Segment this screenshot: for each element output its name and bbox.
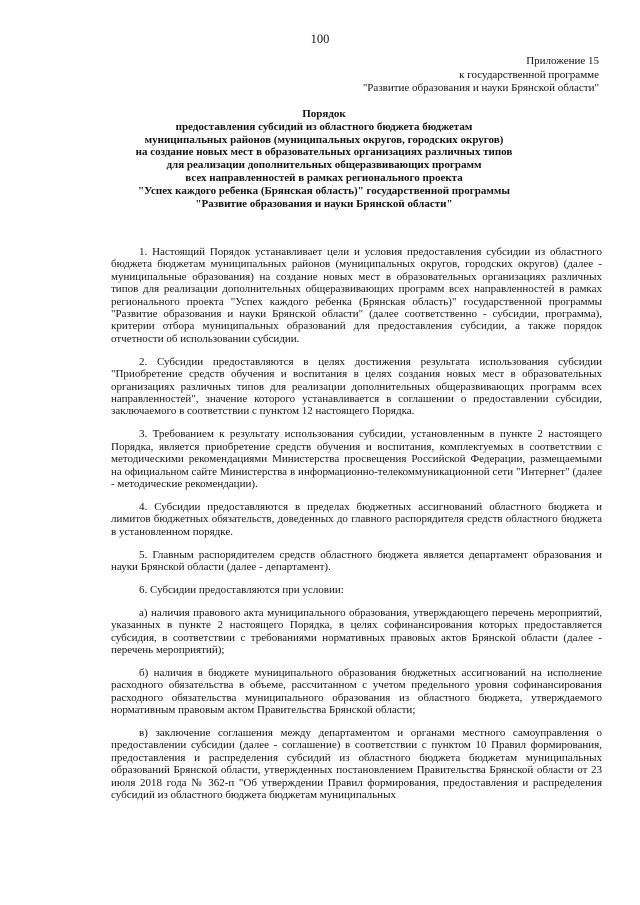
paragraph-4: 4. Субсидии предоставляются в пределах бюджетных ассигнований областного бюджета и лимитов бюджетных обязательств, доведенных до главного распорядителя средств областного бюджета в установленном порядке.	[111, 500, 602, 538]
title-line: "Успех каждого ребенка (Брянская область)" государственной программы	[138, 184, 510, 197]
paragraph-6a: а) наличия правового акта муниципального образования, утверждающего перечень мероприятий, указанных в пункте 2 настоящего Порядка, в целях софинансирования которых предоставляется субсидия, в соответствии с требованиями нормативных правовых актов Брянской области (далее - перечень мероприятий);	[111, 606, 602, 656]
title-line: муниципальных районов (муниципальных округов, городских округов)	[144, 133, 504, 146]
paragraph-3: 3. Требованием к результату использования субсидии, установленным в пункте 2 настоящего Порядка, является приобретение средств обучения и воспитания, комплектуемых в соответствии с методическими рекомендациями Министерства просвещения Российской Федерации, размещаемыми на официальном сайте Министерства в информационно-телекоммуникационной сети "Интернет" (далее - методические рекомендации).	[111, 428, 602, 490]
appendix-line: к государственной программе	[459, 68, 599, 81]
appendix-header	[363, 55, 599, 96]
title-line: на создание новых мест в образовательных организациях различных типов	[135, 146, 513, 159]
document-title	[60, 108, 588, 210]
paragraph-5: 5. Главным распорядителем средств областного бюджета является департамент образования и науки Брянской области (далее - департамент).	[111, 548, 602, 573]
document-body	[111, 246, 602, 801]
title-line: для реализации дополнительных общеразвивающих программ	[166, 159, 482, 172]
title-line: "Развитие образования и науки Брянской области"	[195, 197, 453, 210]
title-line: Порядок	[302, 108, 346, 120]
paragraph-2: 2. Субсидии предоставляются в целях достижения результата использования субсидии "Приобретение средств обучения и воспитания в целях создания новых мест в образовательных организациях различных типов для реализации дополнительных общеразвивающих программ всех направленностей", значение которого устанавливается в соглашении о предоставлении субсидии, заключаемого в соответствии с пунктом 12 настоящего Порядка.	[111, 355, 602, 418]
appendix-line: Приложение 15	[526, 55, 599, 67]
title-line: предоставления субсидий из областного бюджета бюджетам	[175, 120, 473, 133]
paragraph-1: 1. Настоящий Порядок устанавливает цели и условия предоставления субсидии из областного бюджета бюджетам муниципальных районов (муниципальных округов, городских округов) (далее - муниципальные образования) на создание новых мест в образовательных организациях различных типов для реализации дополнительных общеразвивающих программ всех направленностей в рамках регионального проекта "Успех каждого ребенка (Брянская область)" государственной программы "Развитие образования и науки Брянской области" (далее соответственно - субсидии, программа), критерии отбора муниципальных образований для предоставления субсидии, а также порядок отчетности об использовании субсидии.	[111, 246, 602, 345]
paragraph-6c: в) заключение соглашения между департаментом и органами местного самоуправления о предоставлении субсидии (далее - соглашение) в соответствии с пунктом 10 Правил формирования, предоставления и распределения субсидий из областного бюджета бюджетам муниципальных образований Брянской области, утвержденных постановлением Правительства Брянской области от 23 июля 2018 года № 362-п "Об утверждении Правил формирования, предоставления и распределения субсидий из областного бюджета бюджетам муниципальных	[111, 727, 602, 802]
title-line: всех направленностей в рамках регионального проекта	[185, 171, 463, 184]
appendix-line: "Развитие образования и науки Брянской области"	[362, 82, 599, 94]
paragraph-6: 6. Субсидии предоставляются при условии:	[139, 583, 344, 596]
paragraph-6b: б) наличия в бюджете муниципального образования бюджетных ассигнований на исполнение расходного обязательства в объеме, рассчитанном с учетом предельного уровня софинансирования расходного обязательства муниципального образования из областного бюджета, утверждаемого нормативным правовым актом Правительства Брянской области;	[111, 666, 602, 717]
page-number: 100	[310, 32, 330, 46]
